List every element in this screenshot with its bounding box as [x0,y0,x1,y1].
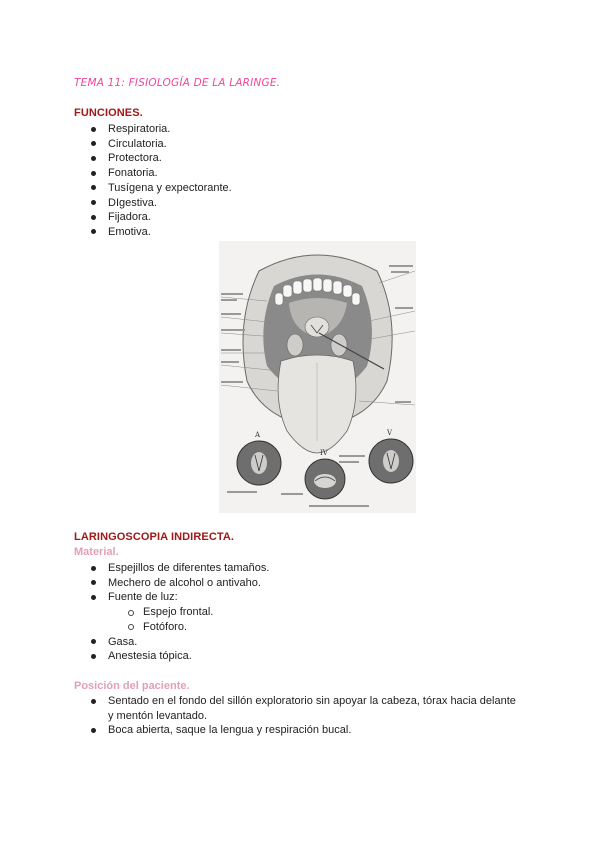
panel-a-label: A [255,431,261,439]
material-heading: Material. [74,546,119,558]
list-item: Emotiva. [108,225,232,240]
list-item: Boca abierta, saque la lengua y respiración bucal. [108,723,520,738]
larynx-illustration [219,241,416,513]
posicion-heading: Posición del paciente. [74,680,190,692]
laringoscopia-heading: LARINGOSCOPIA INDIRECTA. [74,531,235,543]
list-item: Fuente de luz: [108,590,269,605]
list-item: Fonatoria. [108,166,232,181]
list-item: Gasa. [108,635,269,650]
list-subitem: Fotóforo. [108,620,269,635]
funciones-list [108,122,232,240]
list-item: Espejillos de diferentes tamaños. [108,562,270,574]
panel-v-label: V [387,429,393,437]
list-item: Sentado en el fondo del sillón exploratorio sin apoyar la cabeza, tórax hacia delante y mentón levantado. [108,694,520,723]
list-item: Fijadora. [108,210,232,225]
material-list [108,561,269,664]
posicion-list [108,694,520,738]
list-item: DIgestiva. [108,196,232,211]
list-item: Anestesia tópica. [108,649,269,664]
list-item: Protectora. [108,151,232,166]
list-subitem: Espejo frontal. [108,605,269,620]
list-item: Tusígena y expectorante. [108,181,232,194]
list-item: Respiratoria. [108,122,232,137]
list-item: Circulatoria. [108,137,232,152]
list-item: Mechero de alcohol o antivaho. [108,576,269,591]
panel-iv-label: IV [320,449,328,457]
funciones-heading: FUNCIONES. [74,107,143,119]
page-title: TEMA 11: FISIOLOGÍA DE LA LARINGE. [74,77,281,89]
